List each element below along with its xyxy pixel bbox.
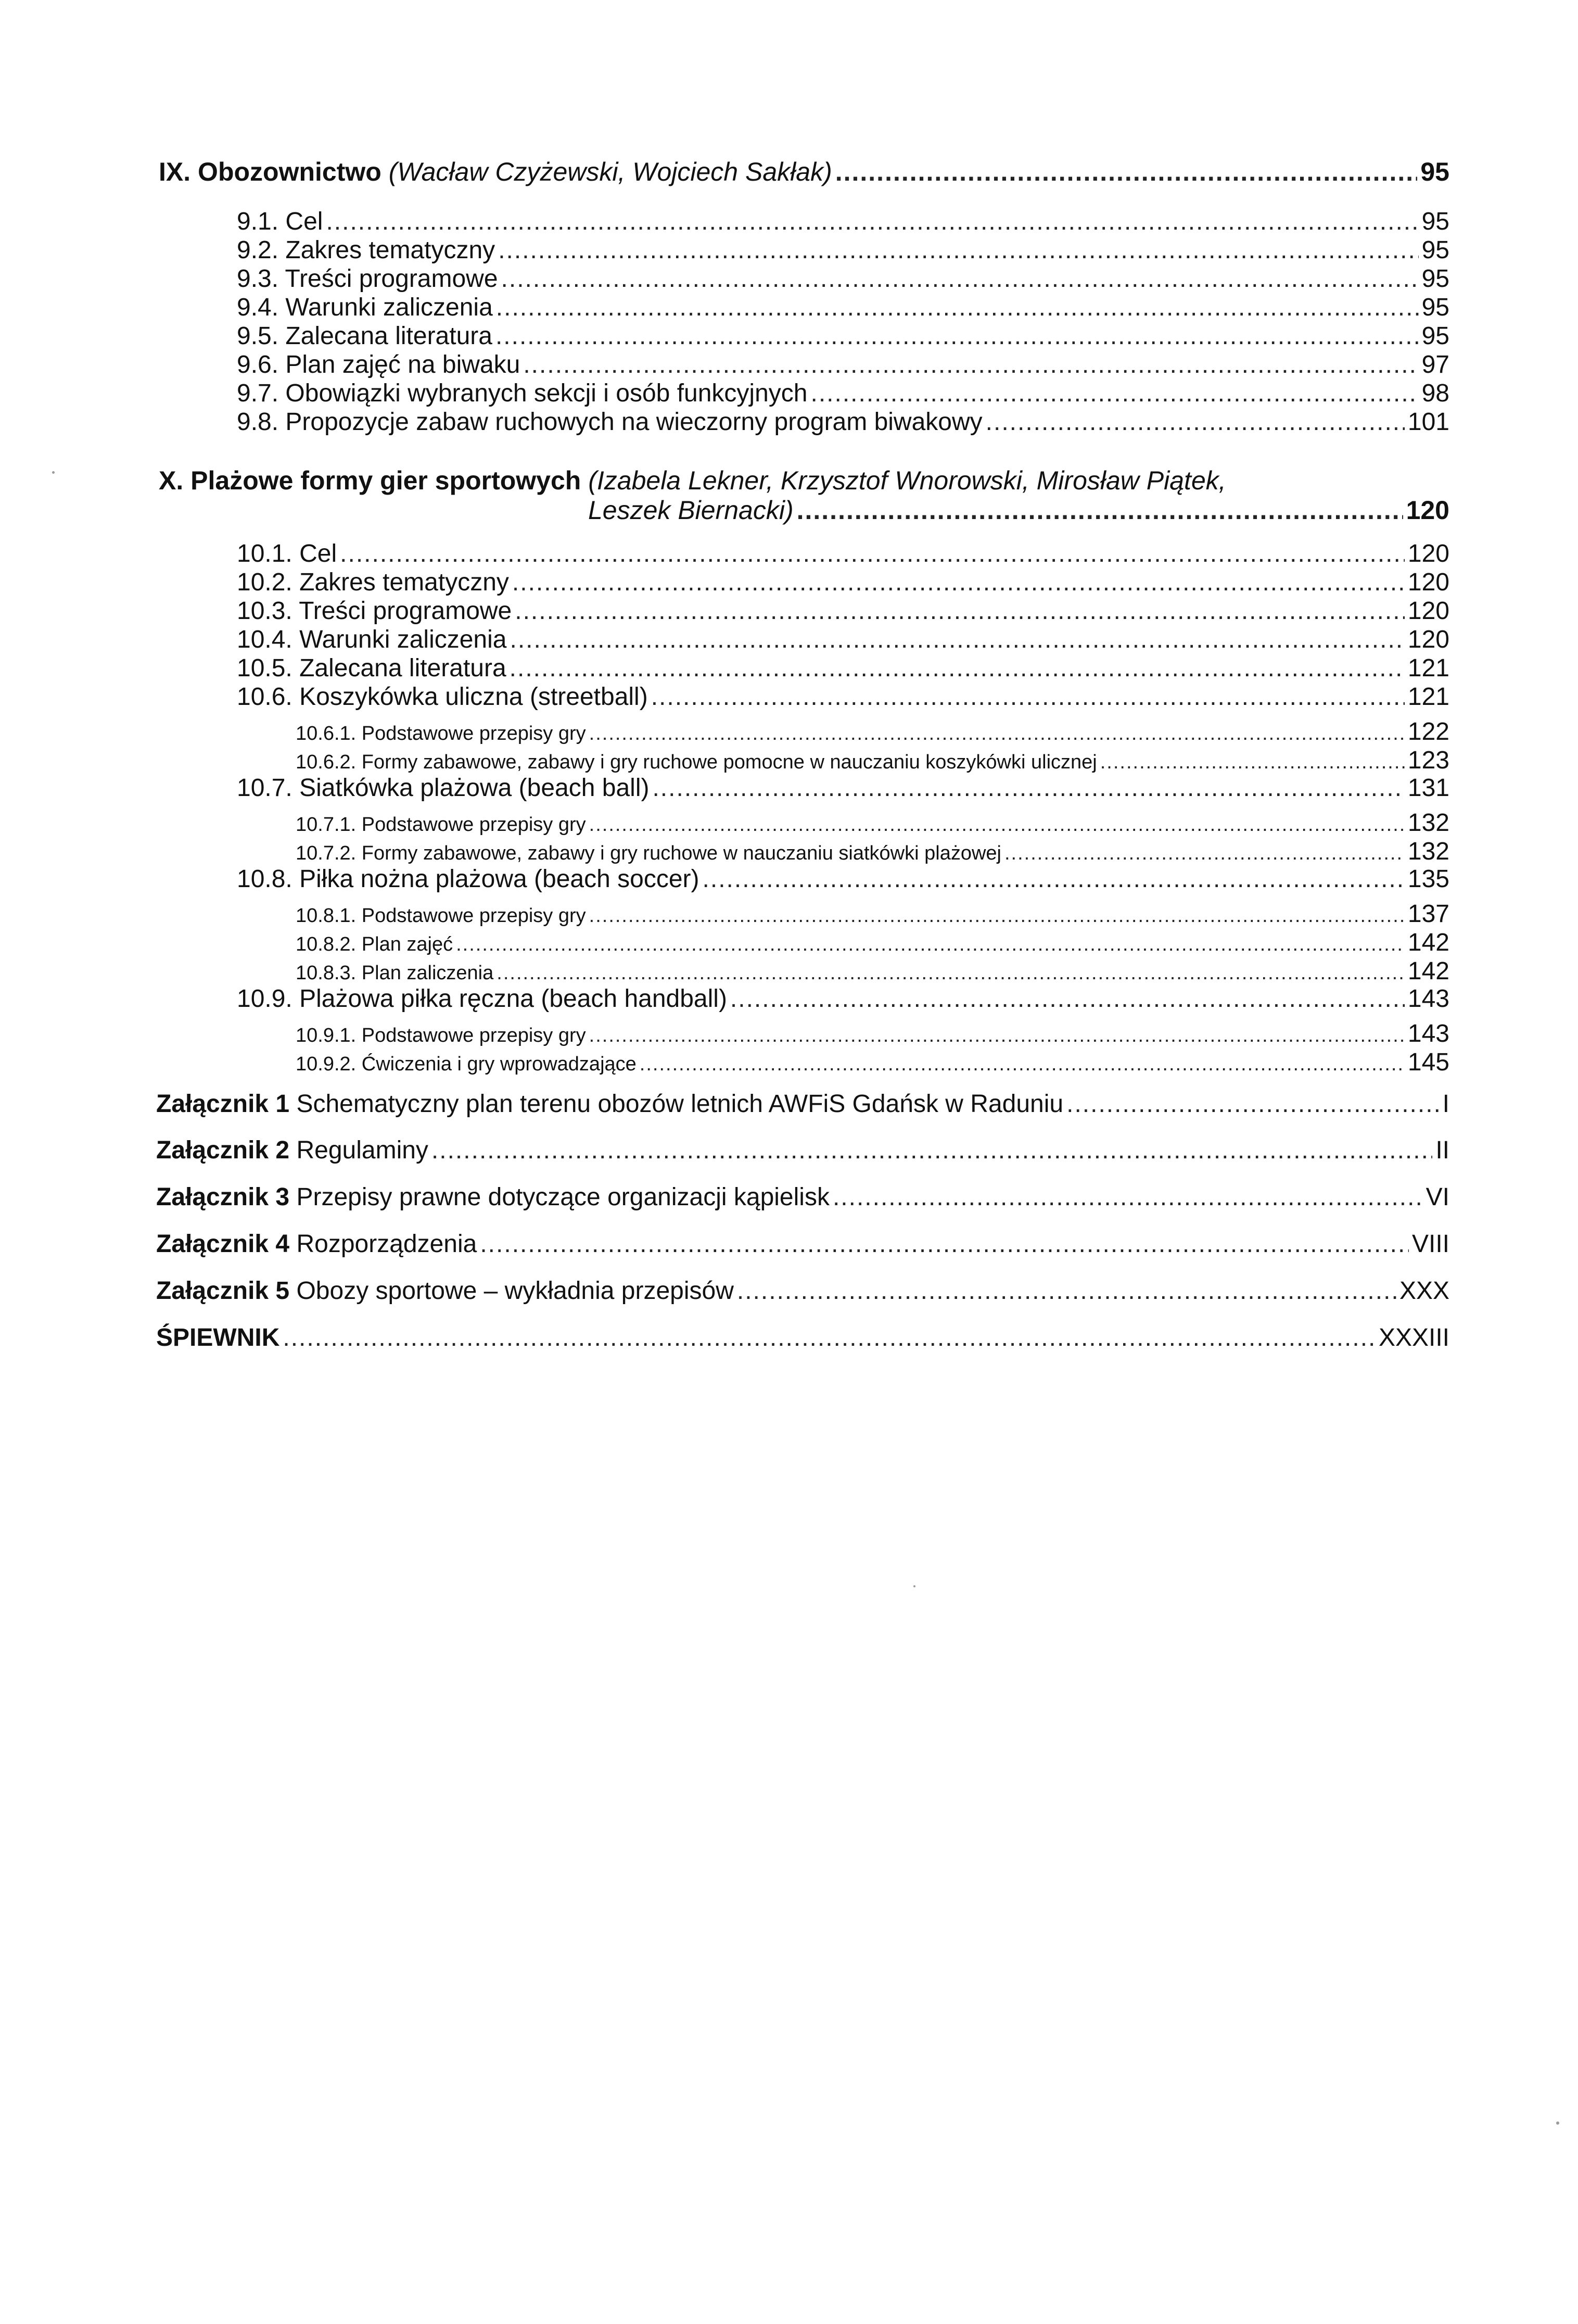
entry-page: 120 — [1407, 626, 1449, 653]
entry-title: Zalecana literatura — [299, 654, 506, 682]
appendix-title: Przepisy prawne dotyczące organizacji kąpielisk — [296, 1183, 830, 1211]
toc-entry — [237, 410, 1449, 435]
appendix-title: Rozporządzenia — [296, 1230, 477, 1258]
entry-page: 123 — [1407, 747, 1449, 774]
entry-title: Warunki zaliczenia — [285, 294, 493, 321]
chapter-ix-title: Obozownictwo — [198, 157, 381, 186]
appendix-page: II — [1435, 1136, 1449, 1164]
toc-entry — [237, 324, 1449, 349]
leader-dots — [456, 934, 1405, 954]
entry-title: Treści programowe — [285, 265, 498, 293]
leader-dots — [589, 815, 1405, 835]
entry-title: Ćwiczenia i gry wprowadzające — [361, 1053, 637, 1075]
entry-number: 10.8.1. — [296, 905, 357, 927]
entry-title: Podstawowe przepisy gry — [361, 1025, 586, 1046]
leader-dots — [810, 381, 1418, 406]
entry-page: 142 — [1407, 957, 1449, 985]
entry-number: 10.8. — [237, 865, 292, 893]
leader-dots — [589, 1026, 1405, 1045]
appendix-page: XXX — [1399, 1277, 1449, 1305]
toc-entry — [237, 295, 1449, 320]
toc-subentry — [296, 719, 1449, 744]
toc-entry — [237, 987, 1449, 1012]
toc-subentry — [296, 839, 1449, 864]
toc-appendix — [156, 1185, 1449, 1210]
toc-entry — [237, 209, 1449, 234]
entry-number: 10.4. — [237, 626, 292, 653]
entry-page: 120 — [1407, 569, 1449, 596]
entry-number: 9.1. — [237, 208, 279, 235]
entry-title: Zalecana literatura — [285, 322, 492, 350]
entry-number: 9.4. — [237, 294, 279, 321]
entry-page: 98 — [1421, 380, 1449, 407]
entry-page: 132 — [1407, 809, 1449, 837]
entry-page: 122 — [1407, 718, 1449, 746]
leader-dots — [512, 570, 1405, 595]
songbook-page: XXXIII — [1378, 1324, 1449, 1352]
chapter-x-authors-line2: Leszek Biernacki) — [588, 496, 794, 525]
toc-appendix — [156, 1138, 1449, 1163]
leader-dots — [835, 159, 1418, 185]
entry-number: 10.7. — [237, 774, 292, 802]
entry-page: 145 — [1407, 1049, 1449, 1076]
leader-dots — [703, 867, 1405, 892]
entry-number: 10.9.1. — [296, 1025, 357, 1046]
leader-dots — [431, 1138, 1432, 1163]
toc-appendix — [156, 1232, 1449, 1257]
appendix-label: Załącznik 4 — [156, 1230, 290, 1258]
leader-dots — [340, 541, 1405, 566]
toc-entry — [237, 776, 1449, 801]
songbook-title: ŚPIEWNIK — [156, 1324, 280, 1352]
entry-page: 137 — [1407, 900, 1449, 928]
toc-entry — [237, 685, 1449, 710]
entry-page: 132 — [1407, 838, 1449, 865]
leader-dots — [737, 1279, 1396, 1304]
entry-title: Zakres tematyczny — [285, 236, 495, 264]
entry-title: Zakres tematyczny — [299, 569, 509, 596]
appendix-page: I — [1442, 1090, 1449, 1118]
appendix-title: Regulaminy — [296, 1136, 428, 1164]
appendix-page: VIII — [1411, 1230, 1449, 1258]
toc-entry — [237, 238, 1449, 263]
entry-number: 9.8. — [237, 408, 279, 436]
entry-page: 101 — [1407, 408, 1449, 436]
entry-number: 10.5. — [237, 654, 292, 682]
leader-dots — [797, 497, 1403, 523]
entry-title: Koszykówka uliczna (streetball) — [299, 683, 648, 711]
leader-dots — [501, 267, 1419, 292]
chapter-ix-authors: (Wacław Czyżewski, Wojciech Sakłak) — [388, 157, 832, 186]
leader-dots — [1066, 1092, 1440, 1117]
appendix-title: Obozy sportowe – wykładnia przepisów — [296, 1277, 734, 1305]
leader-dots — [1100, 752, 1405, 772]
toc-subentry — [296, 1050, 1449, 1075]
chapter-x-page: 120 — [1406, 496, 1449, 525]
leader-dots — [652, 776, 1404, 801]
appendix-label: Załącznik 1 — [156, 1090, 290, 1118]
entry-page: 120 — [1407, 597, 1449, 625]
leader-dots — [640, 1054, 1405, 1074]
entry-title: Warunki zaliczenia — [299, 626, 507, 653]
entry-page: 95 — [1421, 208, 1449, 235]
toc-chapter-x-line1 — [159, 468, 1226, 494]
entry-number: 9.6. — [237, 351, 279, 378]
leader-dots — [589, 906, 1405, 926]
scan-speck — [1556, 2121, 1559, 2125]
chapter-ix-page: 95 — [1420, 157, 1449, 186]
chapter-ix-number: IX. — [159, 157, 191, 186]
leader-dots — [515, 599, 1405, 624]
entry-page: 97 — [1421, 351, 1449, 378]
entry-title: Plan zajęć na biwaku — [285, 351, 520, 378]
entry-title: Podstawowe przepisy gry — [361, 905, 586, 927]
toc-entry — [237, 599, 1449, 624]
entry-title: Siatkówka plażowa (beach ball) — [299, 774, 650, 802]
entry-number: 10.7.1. — [296, 814, 357, 836]
entry-title: Formy zabawowe, zabawy i gry ruchowe pomocne w nauczaniu koszykówki ulicznej — [361, 751, 1097, 773]
entry-number: 9.5. — [237, 322, 279, 350]
entry-title: Plan zajęć — [361, 933, 453, 955]
toc-subentry — [296, 1021, 1449, 1046]
toc-entry — [237, 627, 1449, 652]
entry-number: 10.8.2. — [296, 933, 357, 955]
entry-page: 95 — [1421, 265, 1449, 293]
toc-entry — [237, 267, 1449, 292]
toc-entry — [237, 867, 1449, 892]
entry-title: Piłka nożna plażowa (beach soccer) — [299, 865, 699, 893]
leader-dots — [496, 295, 1419, 320]
entry-title: Cel — [285, 208, 323, 235]
appendix-label: Załącznik 3 — [156, 1183, 290, 1211]
entry-page: 95 — [1421, 236, 1449, 264]
leader-dots — [730, 987, 1405, 1012]
entry-page: 131 — [1407, 774, 1449, 802]
chapter-x-authors-line1: (Izabela Lekner, Krzysztof Wnorowski, Mirosław Piątek, — [588, 466, 1226, 495]
toc-chapter-ix — [159, 159, 1449, 185]
toc-subentry — [296, 811, 1449, 836]
entry-number: 10.7.2. — [296, 842, 357, 864]
entry-title: Podstawowe przepisy gry — [361, 723, 586, 744]
toc-entry — [237, 352, 1449, 377]
entry-page: 95 — [1421, 322, 1449, 350]
entry-title: Cel — [299, 540, 337, 567]
toc-subentry — [296, 959, 1449, 984]
entry-title: Propozycje zabaw ruchowych na wieczorny program biwakowy — [285, 408, 983, 436]
toc-appendix — [156, 1092, 1449, 1117]
entry-number: 10.1. — [237, 540, 292, 567]
chapter-x-title: Plażowe formy gier sportowych — [190, 466, 581, 495]
appendix-page: VI — [1426, 1183, 1449, 1211]
entry-title: Podstawowe przepisy gry — [361, 814, 586, 836]
scan-speck — [913, 1585, 915, 1587]
leader-dots — [523, 352, 1418, 377]
entry-page: 121 — [1407, 654, 1449, 682]
entry-title: Plan zaliczenia — [361, 962, 494, 984]
appendix-title: Schematyczny plan terenu obozów letnich AWFiS Gdańsk w Raduniu — [296, 1090, 1064, 1118]
leader-dots — [510, 627, 1404, 652]
leader-dots — [651, 685, 1405, 710]
leader-dots — [495, 324, 1419, 349]
entry-number: 10.6.2. — [296, 751, 357, 773]
toc-entry — [237, 570, 1449, 595]
appendix-label: Załącznik 5 — [156, 1277, 290, 1305]
entry-title: Treści programowe — [299, 597, 512, 625]
entry-number: 10.6.1. — [296, 723, 357, 744]
toc-chapter-x-line2 — [588, 497, 1449, 523]
toc-subentry — [296, 902, 1449, 927]
entry-number: 9.7. — [237, 380, 279, 407]
entry-page: 143 — [1407, 985, 1449, 1013]
entry-page: 95 — [1421, 294, 1449, 321]
toc-subentry — [296, 748, 1449, 773]
leader-dots — [1004, 843, 1405, 863]
entry-number: 10.8.3. — [296, 962, 357, 984]
appendix-label: Załącznik 2 — [156, 1136, 290, 1164]
entry-title: Formy zabawowe, zabawy i gry ruchowe w nauczaniu siatkówki plażowej — [361, 842, 1001, 864]
toc-songbook — [156, 1325, 1449, 1350]
leader-dots — [480, 1232, 1409, 1257]
leader-dots — [589, 724, 1405, 743]
entry-number: 10.6. — [237, 683, 292, 711]
toc-entry — [237, 541, 1449, 566]
toc-entry — [237, 656, 1449, 681]
scan-speck — [52, 471, 55, 474]
entry-number: 9.2. — [237, 236, 279, 264]
leader-dots — [510, 656, 1405, 681]
leader-dots — [833, 1185, 1423, 1210]
toc-subentry — [296, 930, 1449, 955]
entry-number: 10.2. — [237, 569, 292, 596]
leader-dots — [986, 410, 1405, 435]
entry-number: 10.9. — [237, 985, 292, 1013]
entry-number: 10.9.2. — [296, 1053, 357, 1075]
leader-dots — [498, 238, 1418, 263]
entry-title: Obowiązki wybranych sekcji i osób funkcyjnych — [285, 380, 808, 407]
entry-number: 10.3. — [237, 597, 292, 625]
entry-page: 142 — [1407, 929, 1449, 956]
leader-dots — [497, 963, 1405, 983]
entry-page: 143 — [1407, 1020, 1449, 1047]
leader-dots — [283, 1325, 1376, 1350]
leader-dots — [326, 209, 1418, 234]
entry-number: 9.3. — [237, 265, 279, 293]
toc-entry — [237, 381, 1449, 406]
entry-page: 121 — [1407, 683, 1449, 711]
entry-title: Plażowa piłka ręczna (beach handball) — [299, 985, 727, 1013]
entry-page: 135 — [1407, 865, 1449, 893]
toc-appendix — [156, 1279, 1449, 1304]
chapter-x-number: X. — [159, 466, 184, 495]
entry-page: 120 — [1407, 540, 1449, 567]
